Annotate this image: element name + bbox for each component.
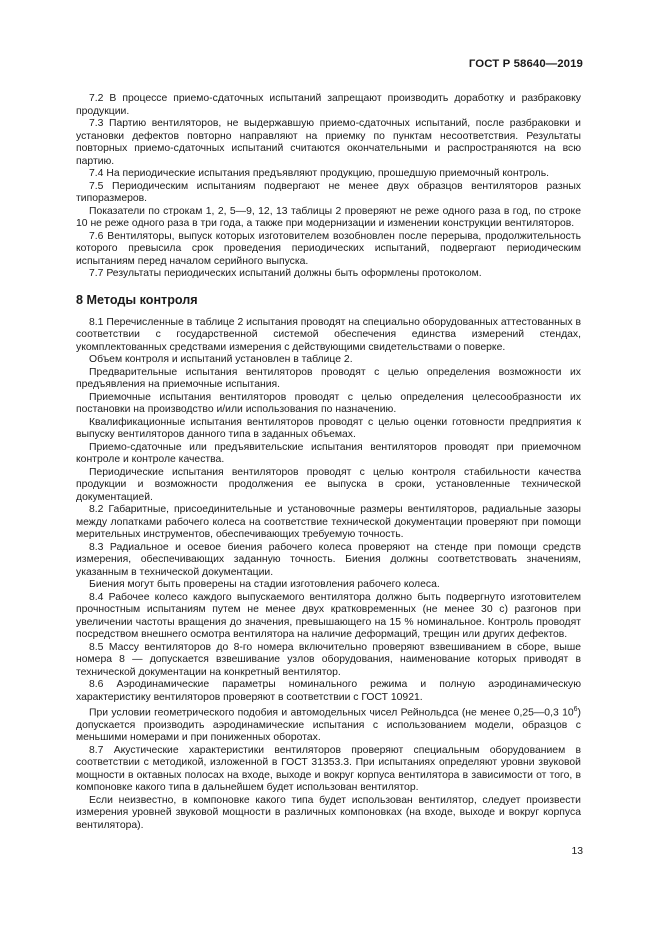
- paragraph-7-4: 7.4 На периодические испытания предъявляют продукцию, прошедшую приемочный контроль.: [89, 168, 550, 179]
- standard-designation: ГОСТ Р 58640—2019: [468, 58, 583, 70]
- paragraph-qualification-tests: Квалификационные испытания вентиляторов проводят с целью оценки готовности предприятия к выпуску вентиляторов данного типа в заданных объемах.: [76, 416, 581, 440]
- reynolds-text-after: ) допускается производить аэродинамические испытания с использованием модели, образцов с меньшими номерами и при пониженных оборотах.: [76, 707, 581, 744]
- paragraph-runout-note: Биения могут быть проверены на стадии изготовления рабочего колеса.: [89, 579, 440, 590]
- paragraph-7-2: 7.2 В процессе приемо-сдаточных испытаний запрещают производить доработку и разбраковку продукции.: [76, 93, 581, 117]
- paragraph-8-3: 8.3 Радиальное и осевое биения рабочего колеса проверяют на стенде при помощи средств измерения, обеспечивающих заданную точность. Биения должны соответствовать значениям, указанным в технической документации.: [76, 541, 581, 578]
- paragraph-7-5-indicators: Показатели по строкам 1, 2, 5—9, 12, 13 таблицы 2 проверяют не реже одного раза в год, по строке 10 не реже одного раза в три года, а также при модернизации и изменении конструкции вентиляторов.: [76, 205, 581, 229]
- paragraph-unknown-layout: Если неизвестно, в компоновке какого типа будет использован вентилятор, следует произвести измерения уровней звуковой мощности в различных компоновках (на входе, выходе и вокруг корпуса вентилятора).: [76, 794, 581, 831]
- paragraph-8-4: 8.4 Рабочее колесо каждого выпускаемого вентилятора должно быть подвергнуто изготовителем прочностным испытаниям путем не менее двух кратковременных (не менее 30 с) разгонов при увеличении частоты вращения до значения, превышающего на 15 % номинальное. Контроль проводят посредством внешнего осмотра вентилятора на наличие деформаций, трещин или других дефектов.: [76, 591, 581, 640]
- paragraph-7-3: 7.3 Партию вентиляторов, не выдержавшую приемо-сдаточных испытаний, после разбраковки и установки дефектов повторно направляют на приемку по пунктам несоответствия. Результаты повторных приемо-сдаточных испытаний считаются окончательными и распространяются на всю партию.: [76, 118, 581, 167]
- document-body: [76, 93, 581, 832]
- paragraph-8-6: 8.6 Аэродинамические параметры номинального режима и полную аэродинамическую характеристику вентиляторов проверяют в соответствии с ГОСТ 10921.: [76, 679, 581, 703]
- paragraph-8-5: 8.5 Массу вентиляторов до 8-го номера включительно проверяют взвешиванием в сборе, выше номера 8 — допускается взвешивание узлов оборудования, наименование которых приводят в технической документации на конкретный вентилятор.: [76, 641, 581, 678]
- reynolds-text-before: При условии геометрического подобия и автомодельных чисел Рейнольдса (не менее 0,25—0,3 10: [89, 707, 574, 719]
- section-heading-methods: 8 Методы контроля: [76, 292, 198, 307]
- paragraph-8-7: 8.7 Акустические характеристики вентиляторов проверяют специальным оборудованием в соответствии с методикой, изложенной в ГОСТ 31353.3. При испытаниях определяют уровни звуковой мощности в октавных полосах на входе, выходе и вокруг корпуса вентилятора в зависимости от того, в компоновке какого типа в дальнейшем будет использован вентилятор.: [76, 744, 581, 794]
- paragraph-8-2: 8.2 Габаритные, присоединительные и установочные размеры вентиляторов, радиальные зазоры между лопатками рабочего колеса на соответствие технической документации проверяют при помощи мерительных инструментов, обеспечивающих требуемую точность.: [76, 504, 581, 540]
- paragraph-8-1: 8.1 Перечисленные в таблице 2 испытания проводят на специально оборудованных аттестованных в соответствии с государственной системой обеспечения единства измерений стендах, укомплектованных средствами измерения с действующими свидетельствами о поверке.: [76, 316, 581, 353]
- page-number: 13: [571, 846, 583, 857]
- paragraph-7-5: 7.5 Периодическим испытаниям подвергают не менее двух образцов вентиляторов разных типоразмеров.: [76, 180, 581, 204]
- paragraph-scope: Объем контроля и испытаний установлен в таблице 2.: [89, 354, 353, 365]
- paragraph-delivery-tests: Приемо-сдаточные или предъявительские испытания вентиляторов проводят при приемочном контроле и контроле качества.: [76, 441, 581, 465]
- paragraph-preliminary-tests: Предварительные испытания вентиляторов проводят с целью определения возможности их предъявления на приемочные испытания.: [76, 366, 581, 390]
- paragraph-7-6: 7.6 Вентиляторы, выпуск которых изготовителем возобновлен после перерыва, продолжительность которого превысила срок проведения периодических испытаний, подвергают периодическим испытаниям перед началом серийного выпуска.: [76, 230, 581, 267]
- paragraph-reynolds: [76, 704, 581, 745]
- paragraph-7-7: 7.7 Результаты периодических испытаний должны быть оформлены протоколом.: [89, 268, 482, 279]
- paragraph-periodic-tests: Периодические испытания вентиляторов проводят с целью контроля стабильности качества продукции и возможности продолжения ее выпуска в сроки, установленные технической документацией.: [76, 466, 581, 503]
- reynolds-exponent: 6: [573, 706, 578, 713]
- paragraph-acceptance-tests: Приемочные испытания вентиляторов проводят с целью определения целесообразности их постановки на производство и/или использования по назначению.: [76, 391, 581, 415]
